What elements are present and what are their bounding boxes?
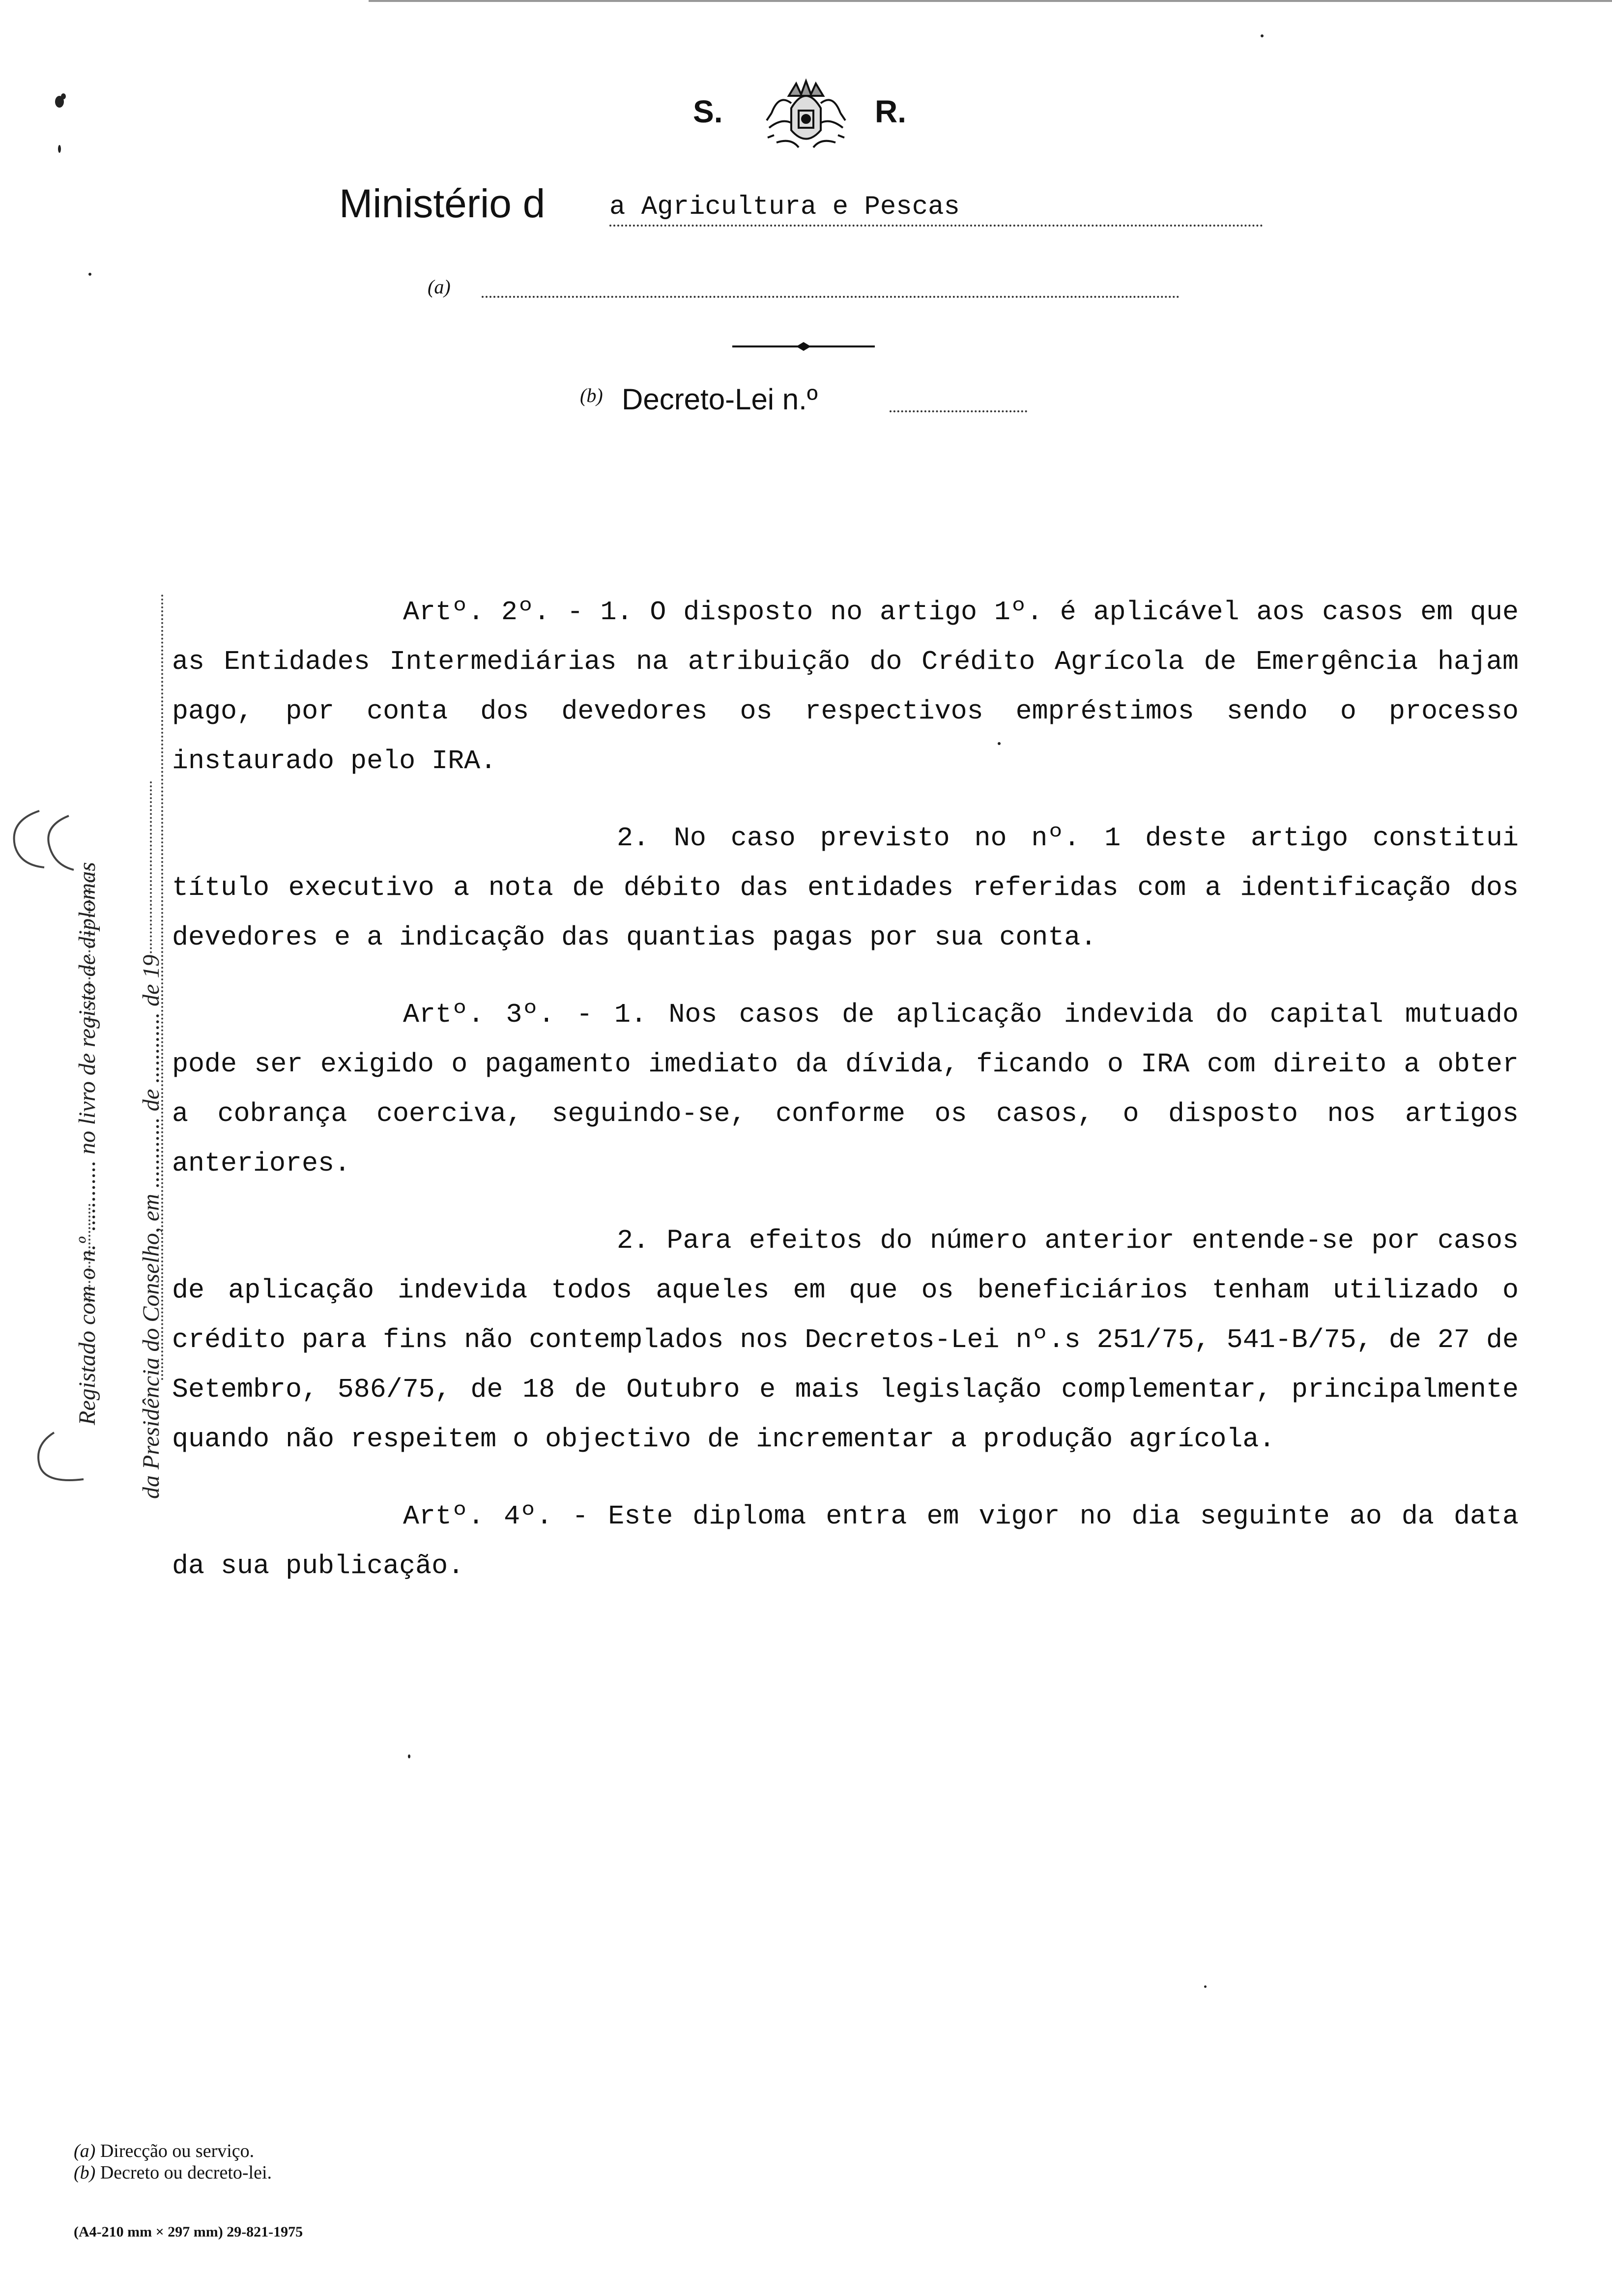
field-b	[580, 381, 1037, 420]
punch-hole-mark	[5, 806, 79, 885]
letterhead-letter-s: S.	[693, 94, 723, 129]
field-b-label: (b)	[580, 384, 603, 406]
article-4-paragraph: Artº. 4º. - Este diploma entra em vigor no dia seguinte ao da data da sua publicação.	[172, 1501, 1519, 1581]
footnote-b-label: (b)	[74, 2162, 96, 2183]
margin-dotted-rule	[150, 781, 152, 953]
margin-registry-line-1: Registado com o n.º ............ no livro de registo de diplomas	[74, 862, 100, 1425]
footnote-a-label: (a)	[74, 2141, 96, 2161]
article-3-paragraph-2: 2. Para efeitos do número anterior entende-se por casos de aplicação indevida todos aqueles em que os beneficiários tenham utilizado o crédito para fins não contemplados nos Decretos-Lei nº.s 251/75, 541-B/75, de 27 de Setembro, 586/75, de 18 de Outubro e mais legislação complementar, principalmente quando não respeitem o objectivo de incrementar a produção agrícola.	[172, 1225, 1519, 1455]
field-a-label: (a)	[428, 276, 451, 298]
decree-body	[172, 587, 1519, 1591]
margin-registry-line-2: da Presidência do Conselho, em ............ de ............ de 19	[138, 954, 164, 1499]
article-3-paragraph-1: Artº. 3º. - 1. Nos casos de aplicação indevida do capital mutuado pode ser exigido o pagamento imediato da dívida, ficando o IRA com direito a obter a cobrança coerciva, seguindo-se, conforme os casos, o disposto nos artigos anteriores.	[172, 999, 1519, 1179]
punch-hole-mark	[25, 1425, 93, 1494]
field-a-dotted-line	[482, 296, 1180, 298]
footnotes	[74, 2140, 565, 2183]
top-edge-rule	[369, 0, 1612, 2]
ministry-label: Ministério d	[339, 181, 546, 226]
decree-label: Decreto-Lei n.º	[622, 383, 818, 416]
footnote-a	[74, 2140, 565, 2162]
letterhead-letter-r: R.	[875, 94, 906, 129]
paper-format-note: (A4-210 mm × 297 mm) 29-821-1975	[74, 2224, 303, 2240]
footnote-b-text: Decreto ou decreto-lei.	[100, 2162, 272, 2183]
ornamental-divider	[732, 339, 875, 354]
footnote-a-text: Direcção ou serviço.	[100, 2141, 255, 2161]
article-2-paragraph-2: 2. No caso previsto no nº. 1 deste artigo constitui título executivo a nota de débito das entidades referidas com a identificação dos devedores e a indicação das quantias pagas por sua conta.	[172, 823, 1519, 953]
article-2-paragraph-1: Artº. 2º. - 1. O disposto no artigo 1º. é aplicável aos casos em que as Entidades Intermediárias na atribuição do Crédito Agrícola de Emergência hajam pago, por conta dos devedores os respectivos empréstimos sendo o processo instaurado pelo IRA.	[172, 597, 1519, 776]
ministry-name: a Agricultura e Pescas	[609, 190, 1263, 227]
ministry-line	[339, 179, 1273, 233]
field-a	[428, 275, 1184, 305]
letterhead	[678, 74, 934, 157]
footnote-b	[74, 2162, 565, 2183]
coat-of-arms-icon	[762, 74, 850, 157]
decree-number-dotted-line	[890, 410, 1027, 412]
